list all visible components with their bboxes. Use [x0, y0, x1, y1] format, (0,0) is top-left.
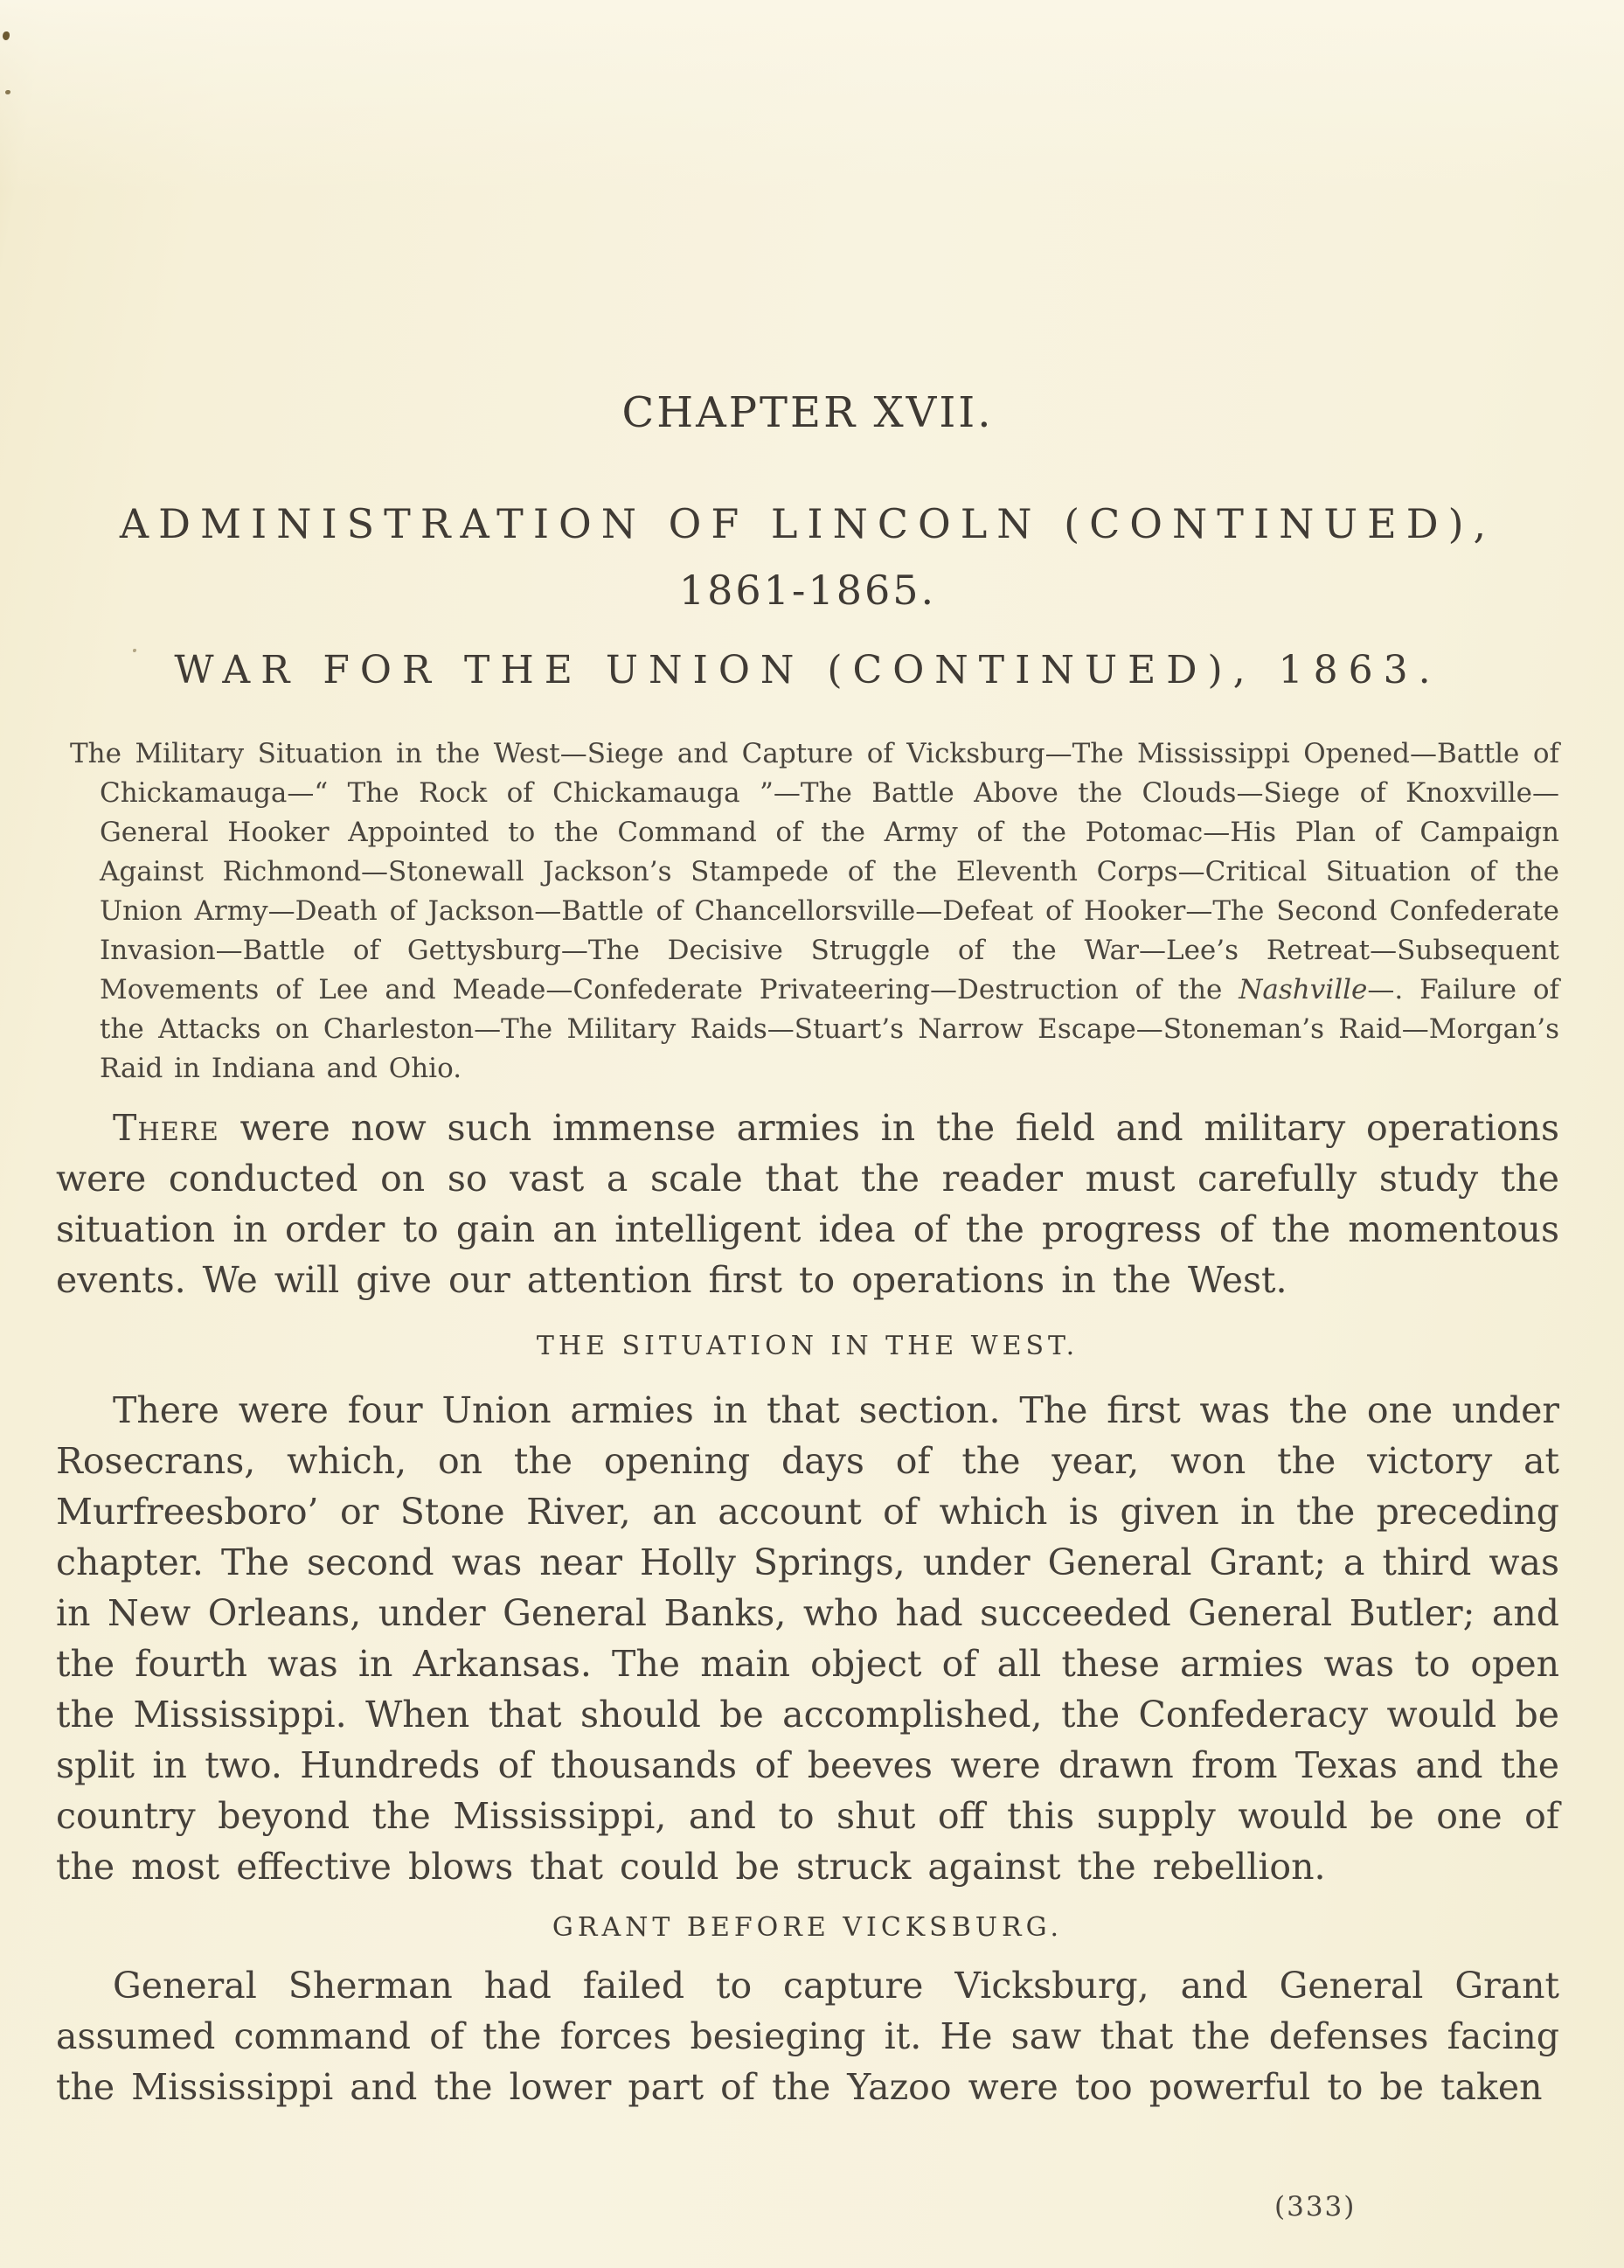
page-number: (333) [1274, 2191, 1357, 2223]
paper-speck [5, 90, 10, 94]
paper-speck [3, 31, 10, 40]
chapter-heading: CHAPTER XVII. [621, 388, 994, 437]
section-paragraph-grant-before-vicksburg: General Sherman had failed to capture Vicksburg, and General Grant assumed command of the forces besieging it. He saw that the defenses facing the Mississippi and the lower part of the Yazoo were too powerful to be taken [56, 1965, 1559, 2109]
section-heading-situation-in-the-west: THE SITUATION IN THE WEST. [536, 1331, 1079, 1362]
chapter-subtitle: WAR FOR THE UNION (CONTINUED), 1863. [174, 647, 1441, 692]
section-paragraph-situation-in-the-west: There were four Union armies in that section. The first was the one under Rosecrans, which, on the opening days of the year, won the victory at Murfreesboro’ or Stone River, an account of which is given in the preceding chapter. The second was near Holly Springs, under General Grant; a third was in New Orleans, under General Banks, who had succeeded General Butler; and the fourth was in Arkansas. The main object of all these armies was to open the Mississippi. When that should be accomplished, the Confederacy would be split in two. Hundreds of thousands of beeves were drawn from Texas and the country beyond the Mississippi, and to shut off this supply would be one of the most effective blows that could be struck against the rebellion. [56, 1388, 1559, 1888]
ship-name-italic: Nashville [1239, 974, 1368, 1006]
chapter-title [56, 490, 1559, 624]
section-heading-grant-before-vicksburg: GRANT BEFORE VICKSBURG. [552, 1911, 1064, 1943]
intro-lead-word: There [113, 1107, 219, 1150]
chapter-summary [56, 734, 1559, 1089]
intro-paragraph [56, 1103, 1559, 1305]
summary-text-after-italic: —. Failure of the Attacks on Charleston—The Military Raids—Stuart’s Narrow Escape—Stoneman’s Raid—Morgan’s Raid in Indiana and Ohio. [100, 974, 1559, 1085]
page-content [56, 390, 1559, 2112]
intro-paragraph-text: were now such immense armies in the field and military operations were conducted on so vast a scale that the reader must carefully study the situation in order to gain an intelligent idea of the progress of the momentous events. We will give our attention first to operations in the West. [56, 1107, 1559, 1302]
chapter-title-years: 1861-1865. [678, 567, 937, 615]
chapter-title-line1: ADMINISTRATION OF LINCOLN (CONTINUED), [119, 499, 1496, 547]
summary-text-before-italic: The Military Situation in the West—Siege and Capture of Vicksburg—The Mississippi Opened—Battle of Chickamauga—“ The Rock of Chickamauga ”—The Battle Above the Clouds—Siege of Knoxville—General Hooker Appointed to the Command of the Army of the Potomac—His Plan of Campaign Against Richmond—Stonewall Jackson’s Stampede of the Eleventh Corps—Critical Situation of the Union Army—Death of Jackson—Battle of Chancellorsville—Defeat of Hooker—The Second Confederate Invasion—Battle of Gettysburg—The Decisive Struggle of the War—Lee’s Retreat—Subsequent Movements of Lee and Meade—Confederate Privateering—Destruction of the [70, 738, 1559, 1006]
